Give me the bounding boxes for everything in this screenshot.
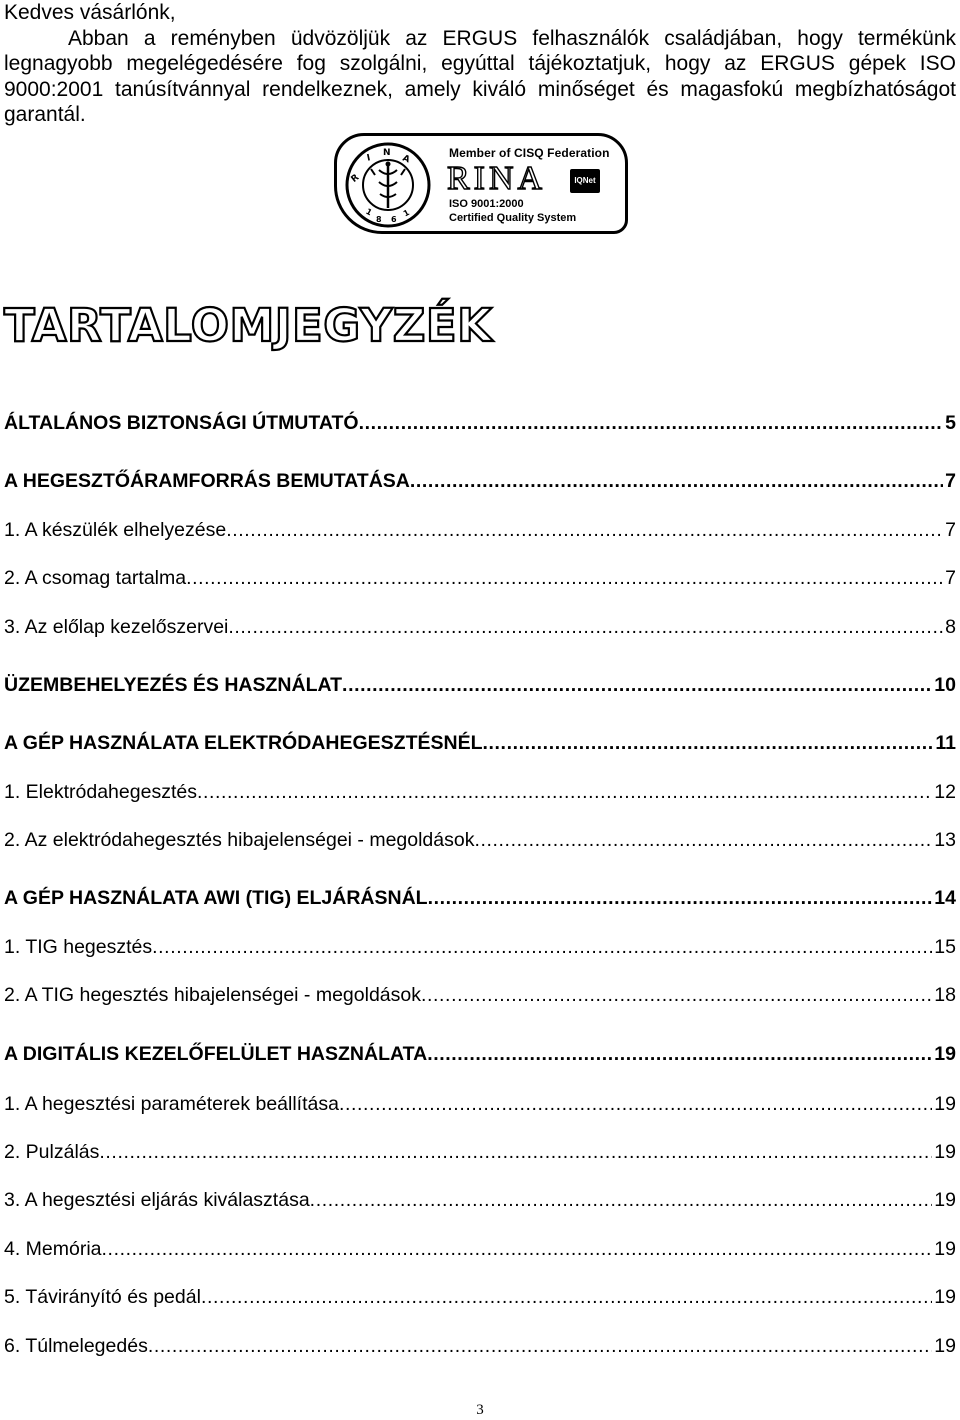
toc-leader-dots — [310, 1187, 933, 1213]
toc-entry[interactable] — [4, 614, 956, 640]
toc-title: TARTALOMJEGYZÉK — [4, 299, 493, 352]
toc-entry-title: A GÉP HASZNÁLATA AWI (TIG) ELJÁRÁSNÁL — [4, 887, 428, 909]
toc-entry-title: 3. Az előlap kezelőszervei — [4, 616, 229, 638]
certification-badge — [334, 133, 628, 234]
toc-entry-page: 8 — [945, 616, 956, 638]
toc-entry[interactable] — [4, 1139, 956, 1165]
toc-entry-title: 2. A TIG hegesztés hibajelenségei - megoldások — [4, 984, 421, 1006]
toc-leader-dots — [197, 779, 932, 805]
toc-entry-page: 19 — [934, 1189, 956, 1211]
toc-entry[interactable] — [4, 1041, 956, 1067]
toc-entry[interactable] — [4, 468, 956, 494]
toc-entry-title: 1. A hegesztési paraméterek beállítása — [4, 1093, 339, 1115]
rina-seal-icon — [345, 142, 431, 228]
toc-entry-title: ÜZEMBEHELYEZÉS ÉS HASZNÁLAT — [4, 674, 343, 696]
toc-entry[interactable] — [4, 1236, 956, 1262]
toc-entry[interactable] — [4, 1284, 956, 1310]
toc-entry-page: 7 — [945, 567, 956, 589]
toc-entry-page: 7 — [945, 519, 956, 541]
toc-leader-dots — [201, 1284, 932, 1310]
toc-entry-page: 5 — [945, 412, 956, 434]
toc-leader-dots — [359, 410, 944, 436]
toc-entry[interactable] — [4, 730, 956, 756]
toc-entry-page: 7 — [945, 470, 956, 492]
toc-entry[interactable] — [4, 982, 956, 1008]
badge-iso: ISO 9001:2000 — [449, 198, 524, 210]
toc-entry-page: 12 — [934, 781, 956, 803]
toc-entry[interactable] — [4, 672, 956, 698]
toc-entry[interactable] — [4, 517, 956, 543]
toc-entry-title: 2. Az elektródahegesztés hibajelenségei - megoldások — [4, 829, 475, 851]
badge-member-text: Member of CISQ Federation — [449, 146, 610, 160]
badge-brand: RINA — [447, 160, 547, 197]
toc-leader-dots — [342, 672, 932, 698]
toc-entry-title: A HEGESZTŐÁRAMFORRÁS BEMUTATÁSA — [4, 470, 410, 492]
toc-leader-dots — [152, 934, 932, 960]
intro-line-rest: legnagyobb megelégedésére fog szolgálni, egyúttal tájékoztatjuk, hogy az ERGUS gépek ISO 9000:2001 tanúsítvánnyal rendelkeznek, amely kiváló minőséget és magasfokú megbízhatóságot garantál. — [4, 52, 956, 126]
toc-leader-dots — [99, 1139, 932, 1165]
toc-entry-page: 11 — [935, 732, 956, 754]
toc-entry-title: A GÉP HASZNÁLATA ELEKTRÓDAHEGESZTÉSNÉL — [4, 732, 483, 754]
iqnet-logo: IQNet — [570, 169, 600, 193]
toc-entry-page: 19 — [934, 1093, 956, 1115]
toc-leader-dots — [339, 1091, 932, 1117]
toc-entry-title: 3. A hegesztési eljárás kiválasztása — [4, 1189, 310, 1211]
svg-text:8: 8 — [376, 215, 382, 224]
toc-leader-dots — [102, 1236, 933, 1262]
toc-leader-dots — [186, 565, 943, 591]
toc-entry-page: 15 — [934, 936, 956, 958]
toc-entry[interactable] — [4, 827, 956, 853]
toc-entry[interactable] — [4, 885, 956, 911]
page-number: 3 — [476, 1402, 484, 1418]
svg-text:N: N — [383, 148, 391, 158]
toc-entry[interactable] — [4, 934, 956, 960]
toc-entry-title: 6. Túlmelegedés — [4, 1335, 148, 1357]
intro-letter — [4, 0, 956, 128]
toc-leader-dots — [228, 614, 943, 640]
toc-entry[interactable] — [4, 1091, 956, 1117]
toc-entry-title: 1. TIG hegesztés — [4, 936, 153, 958]
svg-text:1: 1 — [364, 206, 374, 218]
toc-entry[interactable] — [4, 1333, 956, 1359]
toc-leader-dots — [483, 730, 934, 756]
toc-leader-dots — [421, 982, 932, 1008]
toc-leader-dots — [148, 1333, 932, 1359]
toc-entry-title: 4. Memória — [4, 1238, 102, 1260]
toc-leader-dots — [410, 468, 943, 494]
toc-leader-dots — [474, 827, 932, 853]
svg-text:6: 6 — [391, 215, 397, 224]
svg-text:I: I — [366, 153, 372, 164]
badge-system: Certified Quality System — [449, 212, 577, 224]
toc-entry-page: 19 — [934, 1141, 956, 1163]
toc-entry-page: 13 — [934, 829, 956, 851]
svg-text:1: 1 — [401, 207, 412, 219]
toc-entry-page: 14 — [934, 887, 956, 909]
toc-entry-page: 19 — [934, 1043, 956, 1065]
toc-entry-page: 19 — [934, 1238, 956, 1260]
toc-entry-title: 1. Elektródahegesztés — [4, 781, 197, 803]
toc-entry-page: 18 — [934, 984, 956, 1006]
toc-entry[interactable] — [4, 1187, 956, 1213]
toc-entry-page: 19 — [934, 1335, 956, 1357]
toc-leader-dots — [226, 517, 943, 543]
toc-entry[interactable] — [4, 410, 956, 436]
toc-entry-title: 1. A készülék elhelyezése — [4, 519, 227, 541]
svg-text:R: R — [349, 172, 362, 185]
toc-entry[interactable] — [4, 565, 956, 591]
toc-entry-title: 2. A csomag tartalma — [4, 567, 187, 589]
toc-entry-page: 19 — [934, 1286, 956, 1308]
toc-leader-dots — [428, 885, 933, 911]
toc-entry-title: 5. Távirányító és pedál — [4, 1286, 201, 1308]
toc-entry-title: 2. Pulzálás — [4, 1141, 100, 1163]
toc-entry-page: 10 — [934, 674, 956, 696]
intro-line-1: Abban a reményben üdvözöljük az ERGUS felhasználók családjában, hogy termékünk — [68, 26, 956, 50]
toc-entry-title: ÁLTALÁNOS BIZTONSÁGI ÚTMUTATÓ — [4, 412, 359, 434]
toc-entry[interactable] — [4, 779, 956, 805]
greeting: Kedves vásárlónk, — [4, 1, 176, 24]
intro-paragraph — [4, 26, 956, 128]
toc-entry-title: A DIGITÁLIS KEZELŐFELÜLET HASZNÁLATA — [4, 1043, 428, 1065]
toc-leader-dots — [427, 1041, 932, 1067]
svg-text:A: A — [400, 153, 412, 166]
